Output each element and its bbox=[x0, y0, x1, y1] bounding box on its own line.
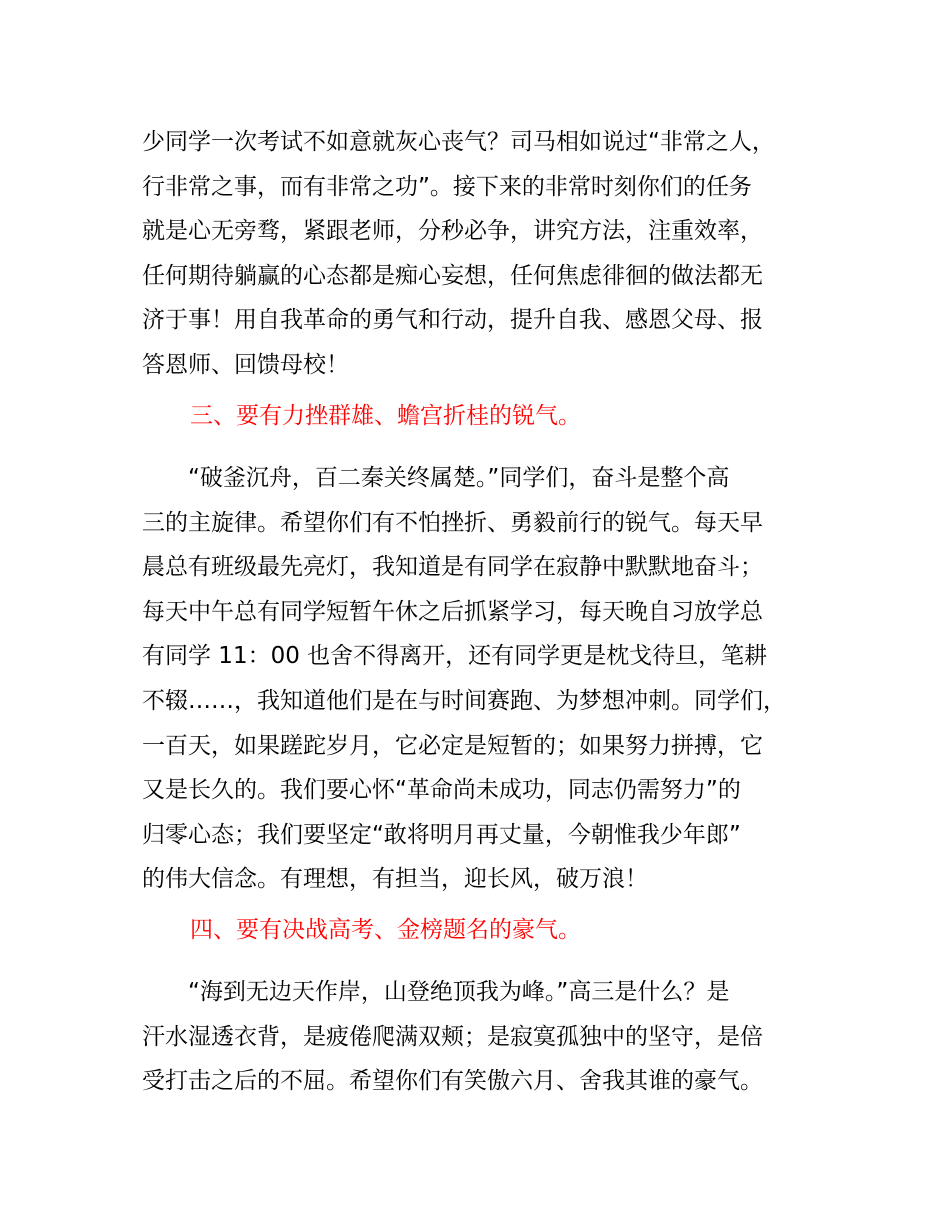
paragraph-line: 一百天，如果蹉跎岁月，它必定是短暂的；如果努力拼搏，它 bbox=[142, 732, 763, 759]
section-heading-4: 四、要有决战高考、金榜题名的豪气。 bbox=[190, 917, 581, 943]
paragraph-2 bbox=[142, 456, 842, 902]
paragraph-line: 答恩师、回馈母校！ bbox=[142, 351, 349, 378]
paragraph-line: 有同学 11：00 也舍不得离开，还有同学更是枕戈待旦，笔耕 bbox=[142, 643, 768, 670]
paragraph-3 bbox=[142, 970, 842, 1104]
paragraph-line: 汗水湿透衣背，是疲倦爬满双颊；是寂寞孤独中的坚守，是倍 bbox=[142, 1023, 763, 1050]
paragraph-line: 济于事！用自我革命的勇气和行动，提升自我、感恩父母、报 bbox=[142, 307, 763, 334]
paragraph-line: 的伟大信念。有理想，有担当，迎长风，破万浪！ bbox=[142, 866, 648, 893]
paragraph-line: “破釜沉舟，百二秦关终属楚。”同学们，奋斗是整个高 bbox=[142, 465, 730, 491]
paragraph-line: 任何期待躺赢的心态都是痴心妄想，任何焦虑徘徊的做法都无 bbox=[142, 262, 763, 289]
paragraph-line: 归零心态；我们要坚定“敢将明月再丈量，今朝惟我少年郎” bbox=[142, 821, 741, 848]
paragraph-line: 受打击之后的不屈。希望你们有笑傲六月、舍我其谁的豪气。 bbox=[142, 1068, 763, 1095]
paragraph-line: 每天中午总有同学短暂午休之后抓紧学习，每天晚自习放学总 bbox=[142, 598, 763, 625]
paragraph-line: “海到无边天作岸，山登绝顶我为峰。”高三是什么？是 bbox=[142, 979, 730, 1005]
paragraph-line: 少同学一次考试不如意就灰心丧气？司马相如说过“非常之人， bbox=[142, 129, 775, 155]
paragraph-line: 又是长久的。我们要心怀“革命尚未成功，同志仍需努力”的 bbox=[142, 777, 741, 804]
paragraph-line: 就是心无旁骛，紧跟老师，分秒必争，讲究方法，注重效率， bbox=[142, 218, 763, 245]
section-heading-3: 三、要有力挫群雄、蟾宫折桂的锐气。 bbox=[190, 403, 581, 429]
paragraph-line: 三的主旋律。希望你们有不怕挫折、勇毅前行的锐气。每天早 bbox=[142, 509, 763, 536]
paragraph-line: 晨总有班级最先亮灯，我知道是有同学在寂静中默默地奋斗； bbox=[142, 554, 763, 581]
paragraph-1 bbox=[142, 120, 842, 388]
paragraph-line: 不辍……，我知道他们是在与时间赛跑、为梦想冲刺。同学们， bbox=[142, 687, 786, 714]
paragraph-line: 行非常之事，而有非常之功”。接下来的非常时刻你们的任务 bbox=[142, 173, 752, 200]
